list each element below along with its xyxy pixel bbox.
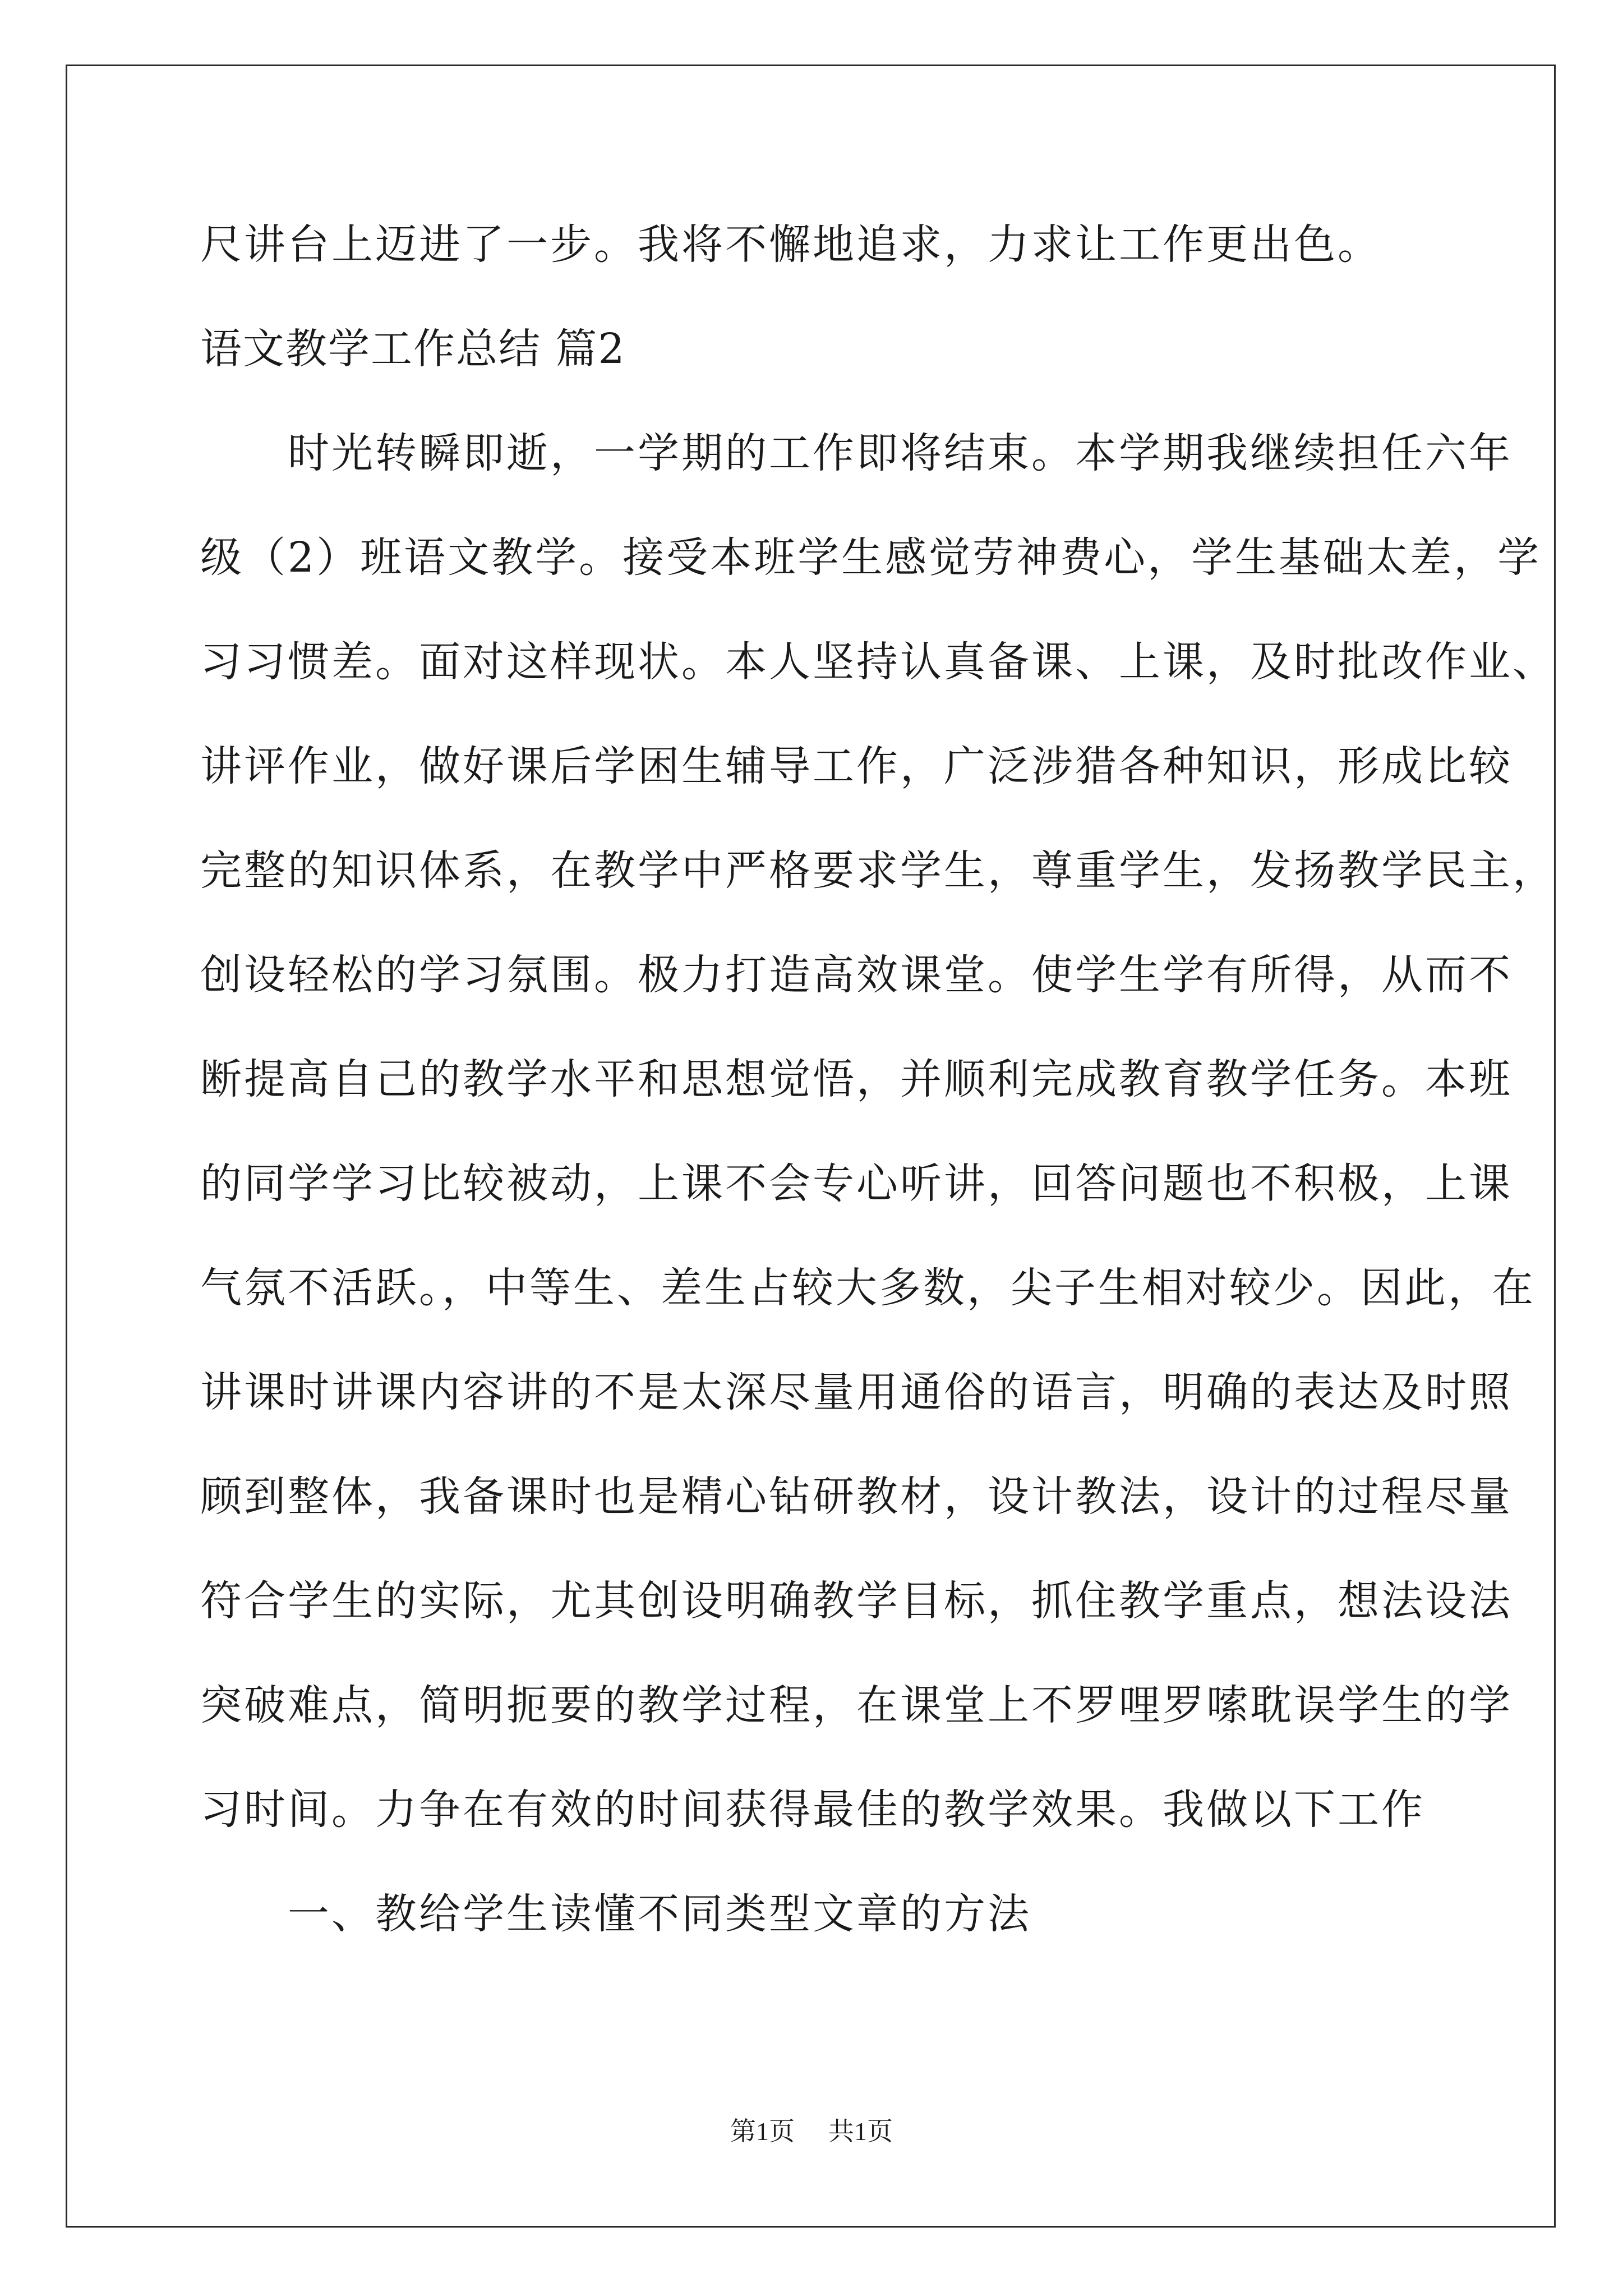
- text-line: 断提高自己的教学水平和思想觉悟，并顺利完成教育教学任务。本班: [200, 1055, 1513, 1103]
- text-line: 顾到整体，我备课时也是精心钻研教材，设计教法，设计的过程尽量: [200, 1473, 1513, 1521]
- text-line: 符合学生的实际，尤其创设明确教学目标，抓住教学重点，想法设法: [200, 1577, 1513, 1625]
- text-line: 时光转瞬即逝，一学期的工作即将结束。本学期我继续担任六年: [200, 429, 1513, 477]
- page-footer: [0, 2115, 1623, 2148]
- subsection-heading: 一、教给学生读懂不同类型文章的方法: [200, 1890, 1031, 1938]
- page-total: 共1页: [828, 2117, 893, 2146]
- text-line: 级（2）班语文教学。接受本班学生感觉劳神费心，学生基础太差，学: [200, 533, 1542, 582]
- page-number: 第1页: [730, 2117, 795, 2146]
- text-line: 讲课时讲课内容讲的不是太深尽量用通俗的语言，明确的表达及时照: [200, 1368, 1513, 1416]
- text-line: 突破难点，简明扼要的教学过程，在课堂上不罗哩罗嗦耽误学生的学: [200, 1681, 1513, 1729]
- text-line: 习时间。力争在有效的时间获得最佳的教学效果。我做以下工作: [200, 1786, 1425, 1834]
- text-line: 尺讲台上迈进了一步。我将不懈地追求，力求让工作更出色。: [200, 220, 1381, 269]
- text-line: 讲评作业，做好课后学困生辅导工作，广泛涉猎各种知识，形成比较: [200, 742, 1513, 790]
- section-title: 语文教学工作总结 篇2: [200, 325, 626, 373]
- text-line: 创设轻松的学习氛围。极力打造高效课堂。使学生学有所得，从而不: [200, 951, 1513, 999]
- text-line: 气氛不活跃。，中等生、差生占较大多数，尖子生相对较少。因此，在: [200, 1264, 1536, 1312]
- text-line: 习习惯差。面对这样现状。本人坚持认真备课、上课，及时批改作业、: [200, 638, 1556, 686]
- text-line: 完整的知识体系，在教学中严格要求学生，尊重学生，发扬教学民主，: [200, 846, 1556, 895]
- text-line: 的同学学习比较被动，上课不会专心听讲，回答问题也不积极，上课: [200, 1159, 1513, 1208]
